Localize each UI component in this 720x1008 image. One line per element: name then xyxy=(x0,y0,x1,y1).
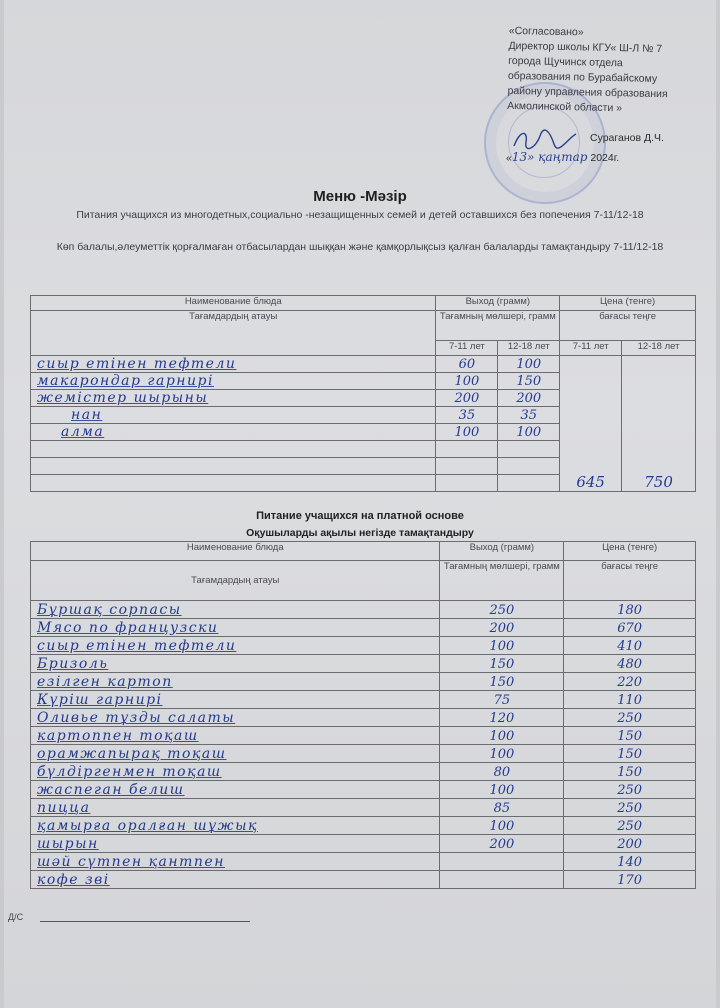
approval-date: «13» қаңтар 2024г. xyxy=(506,150,620,164)
table-row xyxy=(31,745,696,763)
grams-7-11: 100 xyxy=(436,373,498,390)
price: 410 xyxy=(564,637,696,655)
grams xyxy=(440,871,564,889)
subtitle-kz: Көп балалы,әлеуметтік қорғалмаған отбасылардан шыққан және қамқорлықсыз қалған балаларды тамақтандыру 7-11/12-18 xyxy=(56,241,664,253)
approval-line: Акмолинской области » xyxy=(507,99,623,115)
dish-name: жемістер шырыны xyxy=(31,390,436,407)
header-price-age-7-11: 7-11 лет xyxy=(560,341,622,356)
dish-name: картоппен тоқаш xyxy=(31,727,440,745)
price: 150 xyxy=(564,727,696,745)
price: 170 xyxy=(564,871,696,889)
grams xyxy=(440,853,564,871)
date-year: 2024г. xyxy=(590,152,620,164)
table-row xyxy=(31,619,696,637)
price: 250 xyxy=(564,709,696,727)
header-output-kz: Тағамның мөлшері, грамм xyxy=(436,311,560,341)
approval-line: «Согласовано» xyxy=(508,24,584,39)
dish-name: сиыр етінен тефтели xyxy=(31,637,440,655)
header-dish-ru: Наименование блюда xyxy=(31,542,440,561)
subtitle-ru: Питания учащихся из многодетных,социально -незащищенных семей и детей оставшихся без попечения 7-11/12-18 xyxy=(76,209,644,221)
price: 250 xyxy=(564,781,696,799)
grams-12-18: 200 xyxy=(498,390,560,407)
dish-name: жаспеган белиш xyxy=(31,781,440,799)
dish-name: Бризоль xyxy=(31,655,440,673)
grams-7-11 xyxy=(436,458,498,475)
dish-name: сиыр етінен тефтели xyxy=(31,356,436,373)
header-age-12-18: 12-18 лет xyxy=(498,341,560,356)
dish-name: кофе зві xyxy=(31,871,440,889)
price: 200 xyxy=(564,835,696,853)
signature-scribble xyxy=(510,128,580,152)
price: 110 xyxy=(564,691,696,709)
header-price-age-12-18: 12-18 лет xyxy=(622,341,696,356)
grams-12-18: 100 xyxy=(498,424,560,441)
paid-section-title-ru: Питание учащихся на платной основе xyxy=(256,510,464,522)
grams: 150 xyxy=(440,655,564,673)
dish-name: алма xyxy=(31,424,436,441)
dish-name xyxy=(31,441,436,458)
header-dish-kz: Тағамдардың атауы xyxy=(31,311,436,356)
signatory-name: Сураганов Д.Ч. xyxy=(590,132,664,144)
dish-name: қамырға оралған шұжық xyxy=(31,817,440,835)
approval-block xyxy=(507,24,714,118)
table-row xyxy=(31,655,696,673)
header-price-kz: бағасы теңге xyxy=(560,311,696,341)
table-row xyxy=(31,356,696,373)
header-price-kz: бағасы теңге xyxy=(564,561,696,601)
table-row xyxy=(31,673,696,691)
grams: 200 xyxy=(440,835,564,853)
dish-name: Оливье тұзды салаты xyxy=(31,709,440,727)
table-row xyxy=(31,763,696,781)
header-dish-ru: Наименование блюда xyxy=(31,296,436,311)
menu-title: Меню -Мәзір xyxy=(313,188,407,205)
table-row xyxy=(31,637,696,655)
table-row xyxy=(31,835,696,853)
header-price-ru: Цена (тенге) xyxy=(560,296,696,311)
approval-line: Директор школы КГУ« Ш-Л № 7 xyxy=(508,39,663,56)
table-row xyxy=(31,853,696,871)
table-row xyxy=(31,601,696,619)
header-price-ru: Цена (тенге) xyxy=(564,542,696,561)
approval-line: образования по Бурабайскому xyxy=(507,69,658,85)
price: 140 xyxy=(564,853,696,871)
table-row xyxy=(31,727,696,745)
approval-line: району управления образования xyxy=(507,84,668,101)
grams: 150 xyxy=(440,673,564,691)
dish-name: шырын xyxy=(31,835,440,853)
header-output-kz: Тағамның мөлшері, грамм xyxy=(440,561,564,601)
price: 180 xyxy=(564,601,696,619)
grams: 100 xyxy=(440,817,564,835)
price: 150 xyxy=(564,763,696,781)
dish-name: Күріш гарнирі xyxy=(31,691,440,709)
grams-12-18: 35 xyxy=(498,407,560,424)
dish-name: нан xyxy=(31,407,436,424)
price: 480 xyxy=(564,655,696,673)
approval-line: города Щучинск отдела xyxy=(508,54,623,70)
grams: 200 xyxy=(440,619,564,637)
grams: 100 xyxy=(440,781,564,799)
table-row xyxy=(31,799,696,817)
footer-signature-line xyxy=(40,921,250,922)
grams-12-18 xyxy=(498,475,560,492)
price: 220 xyxy=(564,673,696,691)
grams: 100 xyxy=(440,745,564,763)
header-output-ru: Выход (грамм) xyxy=(436,296,560,311)
price-12-18: 750 xyxy=(622,356,696,492)
price: 250 xyxy=(564,799,696,817)
dish-name: езілген картоп xyxy=(31,673,440,691)
grams-7-11: 35 xyxy=(436,407,498,424)
paid-section-title-kz: Оқушыларды ақылы негізде тамақтандыру xyxy=(246,527,474,539)
grams-12-18 xyxy=(498,458,560,475)
grams-12-18: 100 xyxy=(498,356,560,373)
dish-name: макарондар гарнирі xyxy=(31,373,436,390)
grams: 250 xyxy=(440,601,564,619)
dish-name xyxy=(31,458,436,475)
dish-name: шәй сүтпен қантпен xyxy=(31,853,440,871)
signature-row xyxy=(504,128,714,170)
header-age-7-11: 7-11 лет xyxy=(436,341,498,356)
footer-label: Д/С xyxy=(8,912,24,922)
free-meals-table xyxy=(30,295,696,492)
dish-name: Мясо по французски xyxy=(31,619,440,637)
dish-name: Бұршақ сорпасы xyxy=(31,601,440,619)
dish-name: пицца xyxy=(31,799,440,817)
grams-7-11: 200 xyxy=(436,390,498,407)
handwritten-date: 13» қаңтар xyxy=(511,150,588,164)
header-output-ru: Выход (грамм) xyxy=(440,542,564,561)
grams: 75 xyxy=(440,691,564,709)
table-row xyxy=(31,709,696,727)
grams-7-11: 100 xyxy=(436,424,498,441)
price: 250 xyxy=(564,817,696,835)
dish-name: бүлдіргенмен тоқаш xyxy=(31,763,440,781)
grams-12-18 xyxy=(498,441,560,458)
price: 150 xyxy=(564,745,696,763)
grams-7-11 xyxy=(436,475,498,492)
grams-7-11 xyxy=(436,441,498,458)
price: 670 xyxy=(564,619,696,637)
dish-name xyxy=(31,475,436,492)
table-row xyxy=(31,691,696,709)
table-row xyxy=(31,871,696,889)
price-7-11: 645 xyxy=(560,356,622,492)
grams: 100 xyxy=(440,637,564,655)
grams: 80 xyxy=(440,763,564,781)
grams: 85 xyxy=(440,799,564,817)
paid-meals-table xyxy=(30,541,696,889)
table-row xyxy=(31,817,696,835)
grams: 100 xyxy=(440,727,564,745)
grams: 120 xyxy=(440,709,564,727)
table-row xyxy=(31,781,696,799)
dish-name: орамжапырақ тоқаш xyxy=(31,745,440,763)
grams-12-18: 150 xyxy=(498,373,560,390)
grams-7-11: 60 xyxy=(436,356,498,373)
header-dish-kz: Тағамдардың атауы xyxy=(31,561,440,601)
